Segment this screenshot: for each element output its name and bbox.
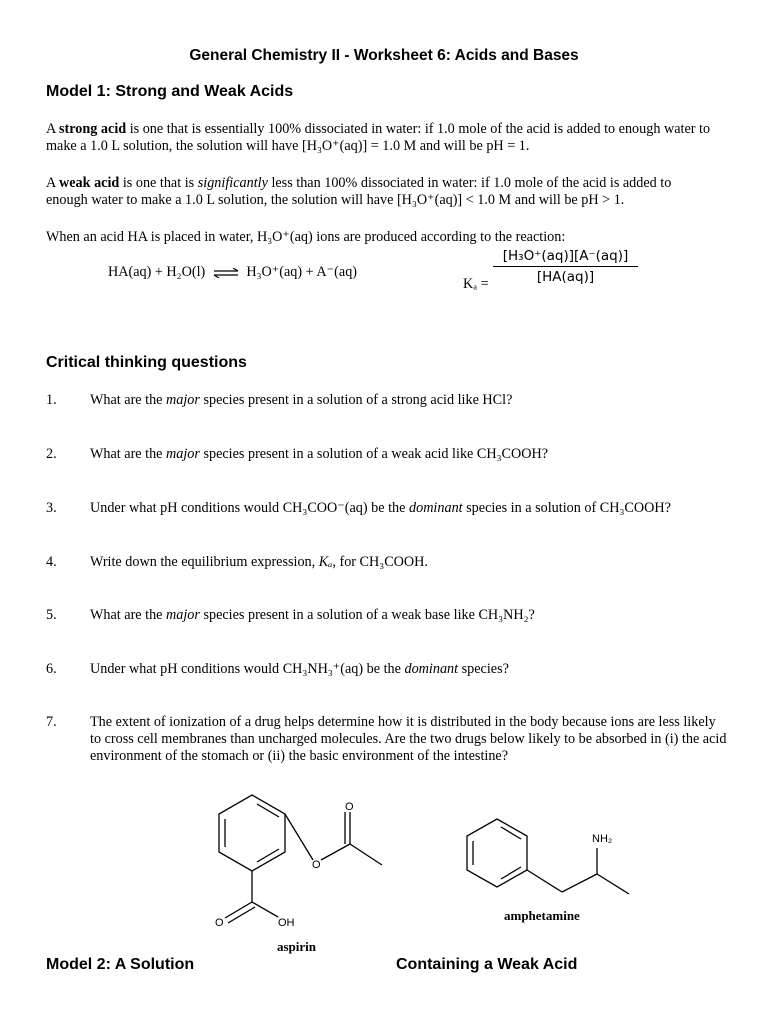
amphetamine-nh2: NH₂ [592,833,613,845]
question-number: 4. [46,554,57,570]
ctq-heading: Critical thinking questions [46,354,247,371]
amphetamine-label: amphetamine [504,908,580,923]
equation-left: HA(aq) + H₂O(l) [108,264,206,280]
model2-heading-left: Model 2: A Solution [46,956,195,973]
question-text: What are the major species present in a solution of a strong acid like HCl? [90,392,513,408]
model1-heading: Model 1: Strong and Weak Acids [46,83,294,100]
question-text: The extent of ionization of a drug helps determine how it is distributed in the body because ions are less likely to cross cell membranes than uncharged molecules. Are the two drugs below likely to be absorbed in (i) the acid environment of the stomach or (ii) the basic environment of the intestine? [90,714,727,764]
ka-denominator: [HA(aq)] [536,269,595,285]
aspirin-o-acid: O [215,917,224,929]
question-number: 5. [46,607,57,623]
amphetamine-structure-icon [455,815,645,915]
reaction-intro: When an acid HA is placed in water, H₃O⁺(aq) ions are produced according to the reaction: [46,229,566,245]
strong-term: strong acid [59,121,127,137]
model2-heading-right: Containing a Weak Acid [396,956,578,973]
equilibrium-equation [108,264,357,281]
question-number: 3. [46,500,57,516]
question-text: Under what pH conditions would CH₃NH₃⁺(aq) be the dominant species? [90,661,509,677]
weak-emph: significantly [197,175,268,191]
question-text: Under what pH conditions would CH₃COO⁻(aq) be the dominant species in a solution of CH₃COOH? [90,500,671,516]
aspirin-oh: OH [278,917,295,929]
strong-acid-paragraph [46,121,716,155]
question-number: 7. [46,714,57,730]
weak-mid: is one that is [119,175,198,191]
question-number: 6. [46,661,57,677]
question-text: What are the major species present in a solution of a weak base like CH₃NH₂? [90,607,535,623]
weak-term: weak acid [59,175,120,191]
strong-pre: A [46,121,60,137]
equation-right: H₃O⁺(aq) + A⁻(aq) [246,264,358,280]
ka-fraction [493,248,638,285]
question-number: 1. [46,392,57,408]
aspirin-label: aspirin [277,939,317,954]
aspirin-o-ester: O [312,859,321,871]
page-title: General Chemistry II - Worksheet 6: Acids and Bases [189,47,579,64]
aspirin-o-top: O [345,801,354,813]
strong-post: is one that is essentially 100% dissociated in water: if 1.0 mole of the acid is added to enough water to make a 1.0 L solution, the solution will have [H₃O⁺(aq)] = 1.0 M and will be pH = 1. [46,121,711,154]
weak-pre: A [46,175,60,191]
aspirin-structure-icon [200,790,400,940]
question-text: What are the major species present in a solution of a weak acid like CH₃COOH? [90,446,549,462]
weak-post: less than 100% dissociated in water: if 1.0 mole of the acid is added to enough water to make a 1.0 L solution, the solution will have [H₃O⁺(aq)] < 1.0 M and will be pH > 1. [46,175,672,208]
ka-numerator: [H₃O⁺(aq)][A⁻(aq)] [502,248,629,264]
question-number: 2. [46,446,57,462]
question-text: Write down the equilibrium expression, Kₐ, for CH₃COOH. [90,554,428,570]
equilibrium-arrow-icon [213,268,239,278]
weak-acid-paragraph [46,175,716,209]
ka-label: Kₐ = [463,276,489,292]
ka-fraction-bar [493,266,638,267]
